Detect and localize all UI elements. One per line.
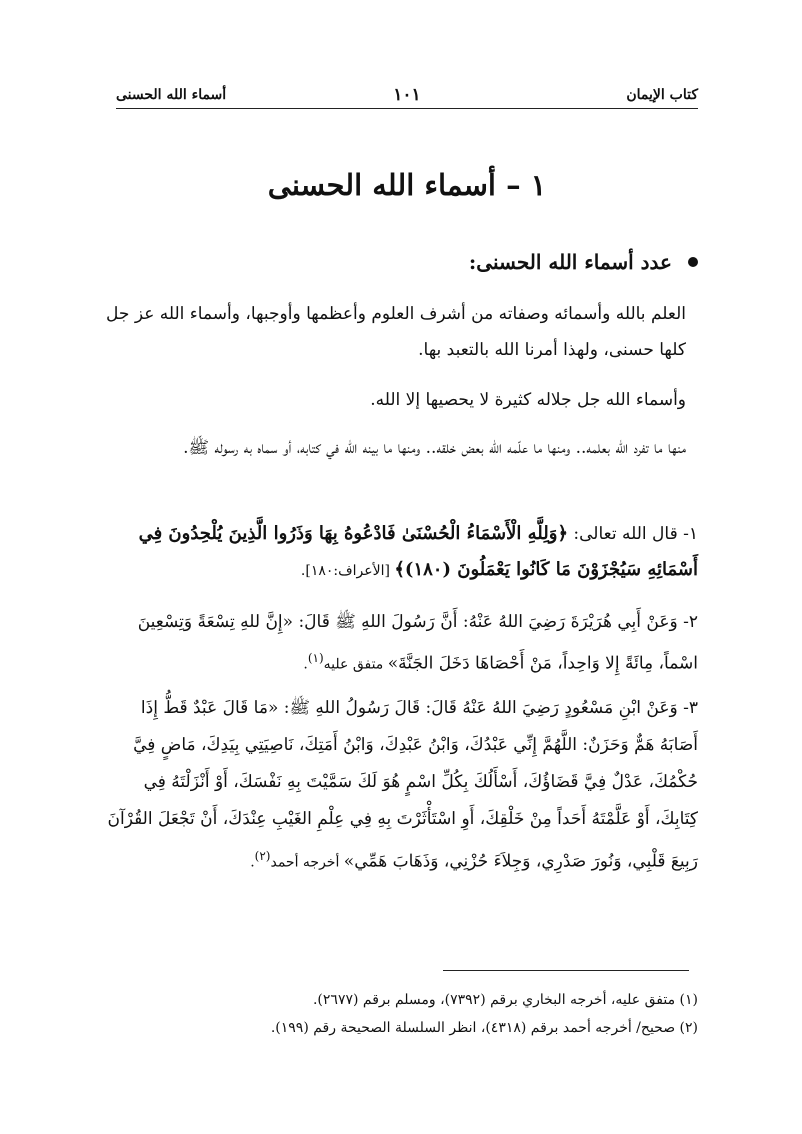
header-book-title: كتاب الإيمان	[626, 87, 698, 103]
paragraph-2: وأسماء الله جل جلاله كثيرة لا يحصيها إلا الله.	[370, 390, 686, 410]
footnote-marker-2: (٢)	[254, 849, 271, 863]
quran-verse: ﴿وَلِلَّهِ الْأَسْمَاءُ الْحُسْنَىٰ فَادْعُوهُ بِهَا وَذَرُوا الَّذِينَ يُلْحِدُونَ فِي أَسْمَائِهِ سَيُجْزَوْنَ مَا كَانُوا يَعْمَلُونَ (١٨٠)﴾	[138, 523, 698, 580]
footnote-1: (١) متفق عليه، أخرجه البخاري برقم (٧٣٩٢)، ومسلم برقم (٢٦٧٧).	[312, 992, 698, 1008]
footnote-2: (٢) صحيح/ أخرجه أحمد برقم (٤٣١٨)، انظر السلسلة الصحيحة رقم (١٩٩).	[270, 1020, 698, 1036]
header-chapter-title: أسماء الله الحسنى	[116, 87, 227, 103]
subheading-text: عدد أسماء الله الحسنى:	[468, 250, 672, 274]
bullet-icon	[688, 257, 698, 267]
paragraph-3: منها ما تفرد الله بعلمه.. ومنها ما علّمه الله بعض خلقه.. ومنها ما بينه الله في كتابه، أو سماه به رسوله ﷺ.	[183, 438, 686, 458]
evidence-item-2: ٢- وَعَنْ أَبِي هُرَيْرَةَ رَضِيَ اللهُ عَنْهُ: أَنَّ رَسُولَ اللهِ ﷺ قَالَ: «إِنَّ للهِ تِسْعَةً وَتِسْعِينَ اسْماً، مِائَةً إِلا وَاحِداً، مَنْ أَحْصَاهَا دَخَلَ الجَنَّةَ» متفق عليه$^{(١)}$.	[137, 612, 698, 674]
hadith-3-text: ٣- وَعَنْ ابْنِ مَسْعُودٍ رَضِيَ اللهُ عَنْهُ قَالَ: قَالَ رَسُولُ اللهِ ﷺ: «مَا قَالَ عَبْدٌ قَطُّ إِذَا أَصَابَهُ هَمٌّ وَحَزَنٌ: اللَّهُمَّ إِنِّي عَبْدُكَ، وَابْنُ عَبْدِكَ، وَابْنُ أَمَتِكَ، نَاصِيَتِي بِيَدِكَ، مَاضٍ فِيَّ حُكْمُكَ، عَدْلٌ فِيَّ قَضَاؤُكَ، أَسْأَلُكَ بِكُلِّ اسْمٍ هُوَ لَكَ سَمَّيْتَ بِهِ نَفْسَكَ، أَوْ أَنْزَلْتَهُ فِي كِتَابِكَ، أَوْ عَلَّمْتَهُ أَحَداً مِنْ خَلْقِكَ، أَوِ اسْتَأْثَرْتَ بِهِ فِي عِلْمِ الغَيْبِ عِنْدَكَ، أَنْ تَجْعَلَ القُرْآنَ رَبِيعَ قَلْبِي، وَنُورَ صَدْرِي، وَجِلاَءَ حُزْنِي، وَذَهَابَ هَمِّي»	[107, 698, 698, 872]
evidence-item-1	[104, 516, 698, 589]
section-subheading	[469, 250, 698, 274]
running-header	[116, 84, 698, 106]
chapter-title: ١ – أسماء الله الحسنى	[267, 168, 547, 202]
hadith-2-source: متفق عليه	[323, 656, 388, 673]
paragraph-1: العلم بالله وأسمائه وصفاته من أشرف العلوم وأعظمها وأوجبها، وأسماء الله عز جل كلها حسنى، ولهذا أمرنا الله بالتعبد بها.	[106, 304, 686, 360]
header-rule	[116, 108, 698, 109]
footnote-marker-1: (١)	[307, 651, 324, 665]
hadith-2-text: ٢- وَعَنْ أَبِي هُرَيْرَةَ رَضِيَ اللهُ عَنْهُ: أَنَّ رَسُولَ اللهِ ﷺ قَالَ: «إِنَّ للهِ تِسْعَةً وَتِسْعِينَ اسْماً، مِائَةً إِلا وَاحِداً، مَنْ أَحْصَاهَا دَخَلَ الجَنَّةَ»	[137, 612, 698, 674]
hadith-3-source: أخرجه أحمد	[270, 854, 344, 871]
page-number: ١٠١	[393, 85, 421, 105]
evidence-item-3: ٣- وَعَنْ ابْنِ مَسْعُودٍ رَضِيَ اللهُ عَنْهُ قَالَ: قَالَ رَسُولُ اللهِ ﷺ: «مَا قَالَ عَبْدٌ قَطُّ إِذَا أَصَابَهُ هَمٌّ وَحَزَنٌ: اللَّهُمَّ إِنِّي عَبْدُكَ، وَابْنُ عَبْدِكَ، وَابْنُ أَمَتِكَ، نَاصِيَتِي بِيَدِكَ، مَاضٍ فِيَّ حُكْمُكَ، عَدْلٌ فِيَّ قَضَاؤُكَ، أَسْأَلُكَ بِكُلِّ اسْمٍ هُوَ لَكَ سَمَّيْتَ بِهِ نَفْسَكَ، أَوْ أَنْزَلْتَهُ فِي كِتَابِكَ، أَوْ عَلَّمْتَهُ أَحَداً مِنْ خَلْقِكَ، أَوِ اسْتَأْثَرْتَ بِهِ فِي عِلْمِ الغَيْبِ عِنْدَكَ، أَنْ تَجْعَلَ القُرْآنَ رَبِيعَ قَلْبِي، وَنُورَ صَدْرِي، وَجِلاَءَ حُزْنِي، وَذَهَابَ هَمِّي» أخرجه أحمد$^{(٢)}$.	[107, 698, 698, 872]
footnote-rule	[443, 970, 689, 971]
verse-reference: [الأعراف:١٨٠].	[300, 563, 395, 579]
item-1-lead: ١- قال الله تعالى:	[568, 524, 698, 544]
